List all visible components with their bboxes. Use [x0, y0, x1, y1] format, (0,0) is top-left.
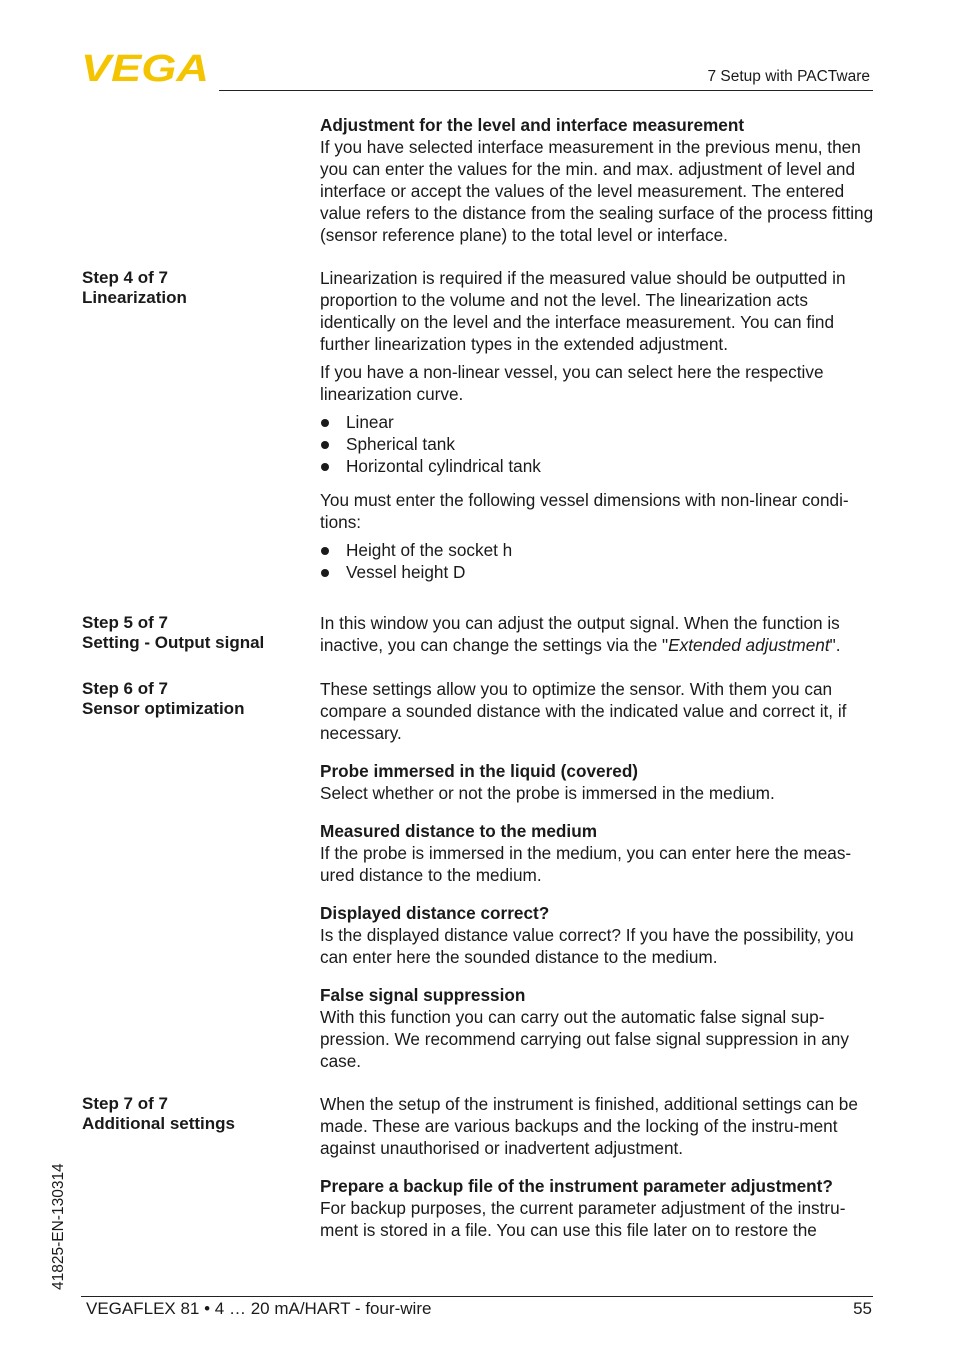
step6-intro: These settings allow you to optimize the sensor. With them you can compare a sounded distance with the indicated value and correct it, if necessary. [320, 679, 847, 743]
intro-text: If you have selected interface measurement in the previous menu, then you can enter the values for the min. and max. adjustment of level and interface or accept the values of the level measurement. The entered value refers to the distance from the sealing surface of the process fitting (sensor reference plane) to the total level or interface. [320, 137, 874, 245]
step6-item-text: With this function you can carry out the automatic false signal sup-pression. We recommend carrying out false signal suppression in any case. [320, 1007, 849, 1071]
footer-product: VEGAFLEX 81 • 4 … 20 mA/HART - four-wire [86, 1299, 432, 1318]
header-rule [219, 90, 873, 91]
backup-heading: Prepare a backup file of the instrument parameter adjustment? [320, 1176, 833, 1196]
list-item: Vessel height D [320, 561, 880, 583]
step4-sidehead [82, 268, 187, 307]
step5-block [320, 612, 880, 656]
step7-label: Step 7 of 7 [82, 1094, 168, 1113]
step6-item-heading: Displayed distance correct? [320, 903, 550, 923]
list-item: Linear [320, 411, 880, 433]
step7-sidehead [82, 1094, 235, 1133]
svg-text:VEGA: VEGA [81, 51, 209, 83]
step6-block [320, 678, 880, 1072]
page-number: 55 [853, 1299, 872, 1318]
section-title: 7 Setup with PACTware [707, 68, 870, 85]
step4-p2: If you have a non-linear vessel, you can select here the respective linearization curve. [320, 362, 824, 404]
step6-item-text: If the probe is immersed in the medium, you can enter here the meas-ured distance to the medium. [320, 843, 852, 885]
step6-item-heading: False signal suppression [320, 985, 526, 1005]
step6-item-heading: Measured distance to the medium [320, 821, 597, 841]
step7-title: Additional settings [82, 1113, 235, 1133]
step7-block [320, 1093, 880, 1241]
step5-title: Setting - Output signal [82, 632, 265, 652]
list-item: Horizontal cylindrical tank [320, 455, 880, 477]
list-item: Spherical tank [320, 433, 880, 455]
step4-label: Step 4 of 7 [82, 268, 168, 287]
step4-p1: Linearization is required if the measured value should be outputted in proportion to the volume and not the level. The linearization acts identically on the level and the interface measurement. You can find further linearization types in the extended adjustment. [320, 268, 846, 354]
backup-text: For backup purposes, the current parameter adjustment of the instru-ment is stored in a file. You can use this file later on to restore the [320, 1198, 846, 1240]
vessel-dimensions [320, 539, 880, 583]
intro-heading: Adjustment for the level and interface measurement [320, 115, 745, 135]
linearization-options [320, 411, 880, 477]
list-item: Height of the socket h [320, 539, 880, 561]
step4-block [320, 267, 880, 583]
step6-sidehead [82, 679, 244, 718]
step6-label: Step 6 of 7 [82, 679, 168, 698]
footer-rule [81, 1296, 873, 1297]
step6-item-text: Select whether or not the probe is immersed in the medium. [320, 783, 775, 803]
step6-item-heading: Probe immersed in the liquid (covered) [320, 761, 639, 781]
step5-sidehead [82, 613, 264, 652]
intro-block [320, 114, 880, 246]
step4-title: Linearization [82, 287, 187, 307]
step5-text: In this window you can adjust the output signal. When the function is inactive, you can change the settings via the "Extended adjustment". [320, 613, 841, 655]
step5-label: Step 5 of 7 [82, 613, 168, 632]
step6-title: Sensor optimization [82, 698, 245, 718]
extended-adjustment-ref: Extended adjustment [668, 635, 830, 655]
step6-item-text: Is the displayed distance value correct? If you have the possibility, you can enter here the sounded distance to the medium. [320, 925, 854, 967]
step7-intro: When the setup of the instrument is finished, additional settings can be made. These are various backups and the locking of the instru-ment against unauthorised or inadvertent adjustment. [320, 1094, 858, 1158]
vega-logo [81, 51, 211, 83]
document-id: 41825-EN-130314 [50, 1163, 67, 1290]
step4-p3: You must enter the following vessel dimensions with non-linear condi-tions: [320, 490, 849, 532]
